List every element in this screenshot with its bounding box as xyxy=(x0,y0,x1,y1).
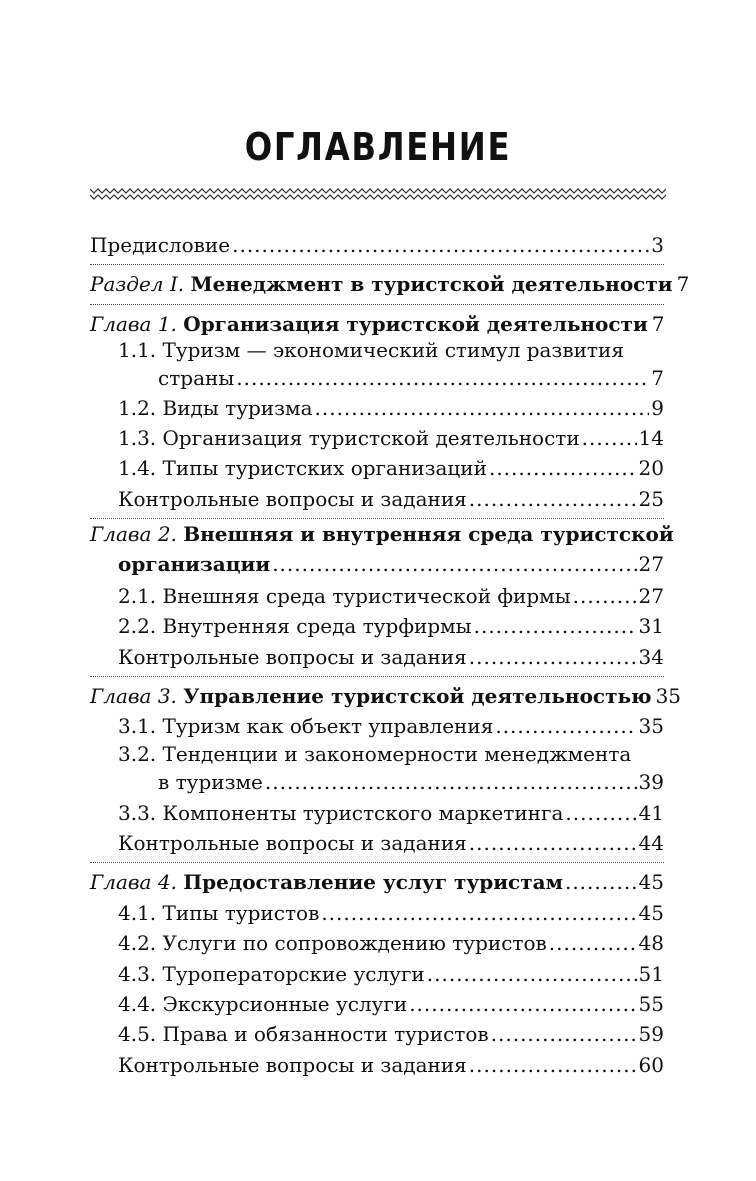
page-number: 31 xyxy=(638,614,664,638)
toc-entry-title: Контрольные вопросы и задания xyxy=(118,831,467,855)
dot-leader xyxy=(236,366,649,390)
toc-entry-chapter-1[interactable] xyxy=(90,304,664,336)
dot-leader xyxy=(565,870,637,894)
toc-entry-4-5[interactable] xyxy=(118,1014,664,1046)
toc-entry-title: 4.5. Права и обязанности туристов xyxy=(118,1022,489,1046)
toc-entry-title: 3.3. Компоненты туристского маркетинга xyxy=(118,801,564,825)
dot-leader xyxy=(321,901,636,925)
chapter-prefix: Глава 2. xyxy=(90,522,177,546)
dot-leader xyxy=(265,770,637,794)
page-number: 44 xyxy=(638,831,664,855)
dot-leader xyxy=(469,1053,637,1077)
toc-entry-chapter-2-line1 xyxy=(90,522,674,546)
page-number: 7 xyxy=(651,366,664,390)
toc-entry-questions-1[interactable] xyxy=(118,479,664,511)
section-prefix: Раздел I. xyxy=(90,272,185,296)
page-number: 34 xyxy=(638,645,664,669)
toc-entry-title: 2.2. Внутренняя среда турфирмы xyxy=(118,614,472,638)
page-number: 14 xyxy=(638,426,664,450)
dot-leader xyxy=(549,931,637,955)
dot-leader xyxy=(474,614,637,638)
toc-entry-title: 4.4. Экскурсионные услуги xyxy=(118,992,408,1016)
toc-entry-chapter-3[interactable] xyxy=(90,676,682,708)
dot-leader xyxy=(315,396,650,420)
toc-entry-title: 1.3. Организация туристской деятельности xyxy=(118,426,580,450)
toc-entry-title-line2: в туризме xyxy=(158,770,263,794)
toc-entry-questions-4[interactable] xyxy=(118,1045,664,1077)
page-number: 35 xyxy=(655,684,682,708)
toc-entry-title: Контрольные вопросы и задания xyxy=(118,1053,467,1077)
toc-entry-1-4[interactable] xyxy=(118,448,664,480)
page-title: ОГЛАВЛЕНИЕ xyxy=(244,125,512,169)
toc-entry-3-2[interactable] xyxy=(158,762,664,794)
toc-entry-2-1[interactable] xyxy=(118,576,664,608)
page-number: 35 xyxy=(638,714,664,738)
page-number: 60 xyxy=(638,1053,664,1077)
dot-leader xyxy=(232,233,649,257)
toc-entry-title: 4.3. Туроператорские услуги xyxy=(118,962,425,986)
page-number: 45 xyxy=(638,870,664,894)
toc-entry-title: Управление туристской деятельностью xyxy=(183,684,652,708)
page-number: 27 xyxy=(638,584,664,608)
toc-entry-section-1[interactable] xyxy=(90,264,690,296)
toc-entry-4-1[interactable] xyxy=(118,893,664,925)
toc-entry-title: Контрольные вопросы и задания xyxy=(118,487,467,511)
toc-entry-chapter-4[interactable] xyxy=(90,862,664,894)
toc-entry-4-2[interactable] xyxy=(118,923,664,955)
separator xyxy=(90,518,664,519)
toc-entry-title: Контрольные вопросы и задания xyxy=(118,645,467,669)
page-number: 7 xyxy=(651,312,665,336)
page-number: 3 xyxy=(651,233,664,257)
dot-leader xyxy=(409,992,636,1016)
toc-entry-title: Предисловие xyxy=(90,233,231,257)
toc-entry-title: Менеджмент в туристской деятельности xyxy=(190,272,673,296)
toc-entry-title-line2: страны xyxy=(158,366,235,390)
page-number: 7 xyxy=(676,272,690,296)
dot-leader xyxy=(469,831,637,855)
chapter-prefix: Глава 3. xyxy=(90,684,177,708)
page-number: 48 xyxy=(638,931,664,955)
dot-leader xyxy=(489,456,637,480)
page-number: 55 xyxy=(638,992,664,1016)
page-number: 25 xyxy=(638,487,664,511)
toc-entry-chapter-2[interactable] xyxy=(118,544,664,576)
dot-leader xyxy=(272,552,636,576)
toc-entry-title: 3.1. Туризм как объект управления xyxy=(118,714,494,738)
toc-entry-title: 4.2. Услуги по сопровождению туристов xyxy=(118,931,547,955)
chapter-prefix: Глава 1. xyxy=(90,312,177,336)
toc-entry-3-3[interactable] xyxy=(118,793,664,825)
toc-entry-title-line1: 3.2. Тенденции и закономерности менеджмента xyxy=(118,742,632,766)
page-number: 9 xyxy=(651,396,664,420)
toc-entry-questions-2[interactable] xyxy=(118,637,664,669)
toc-entry-title: 4.1. Типы туристов xyxy=(118,901,320,925)
toc-entry-1-2[interactable] xyxy=(118,388,664,420)
toc-entry-title-line2: организации xyxy=(118,552,271,576)
dot-leader xyxy=(565,801,636,825)
page-number: 20 xyxy=(638,456,664,480)
toc-entry-title: 1.4. Типы туристских организаций xyxy=(118,456,487,480)
toc-entry-1-1[interactable] xyxy=(158,358,664,390)
dot-leader xyxy=(491,1022,637,1046)
page-number: 45 xyxy=(638,901,664,925)
toc-entry-3-1[interactable] xyxy=(118,706,664,738)
chapter-prefix: Глава 4. xyxy=(90,870,177,894)
dot-leader xyxy=(573,584,637,608)
toc-entry-title: Предоставление услуг туристам xyxy=(183,870,563,894)
toc-entry-4-3[interactable] xyxy=(118,954,664,986)
toc-entry-4-4[interactable] xyxy=(118,984,664,1016)
toc-entry-1-3[interactable] xyxy=(118,418,664,450)
dot-leader xyxy=(469,487,637,511)
toc-entry-title-line1: Внешняя и внутренняя среда туристской xyxy=(183,522,674,546)
dot-leader xyxy=(469,645,637,669)
page-number: 41 xyxy=(638,801,664,825)
dot-leader xyxy=(582,426,637,450)
page-number: 27 xyxy=(638,552,664,576)
toc-entry-title: 1.2. Виды туризма xyxy=(118,396,313,420)
toc-entry-2-2[interactable] xyxy=(118,606,664,638)
toc-entry-preface[interactable] xyxy=(90,225,664,257)
page-number: 59 xyxy=(638,1022,664,1046)
page-number: 39 xyxy=(638,770,664,794)
toc-entry-title-line1: 1.1. Туризм — экономический стимул развития xyxy=(118,338,624,362)
toc-entry-title: Организация туристской деятельности xyxy=(183,312,648,336)
page-number: 51 xyxy=(638,962,664,986)
dot-leader xyxy=(495,714,636,738)
toc-entry-questions-3[interactable] xyxy=(118,823,664,855)
toc-entry-title: 2.1. Внешняя среда туристической фирмы xyxy=(118,584,571,608)
dot-leader xyxy=(427,962,637,986)
